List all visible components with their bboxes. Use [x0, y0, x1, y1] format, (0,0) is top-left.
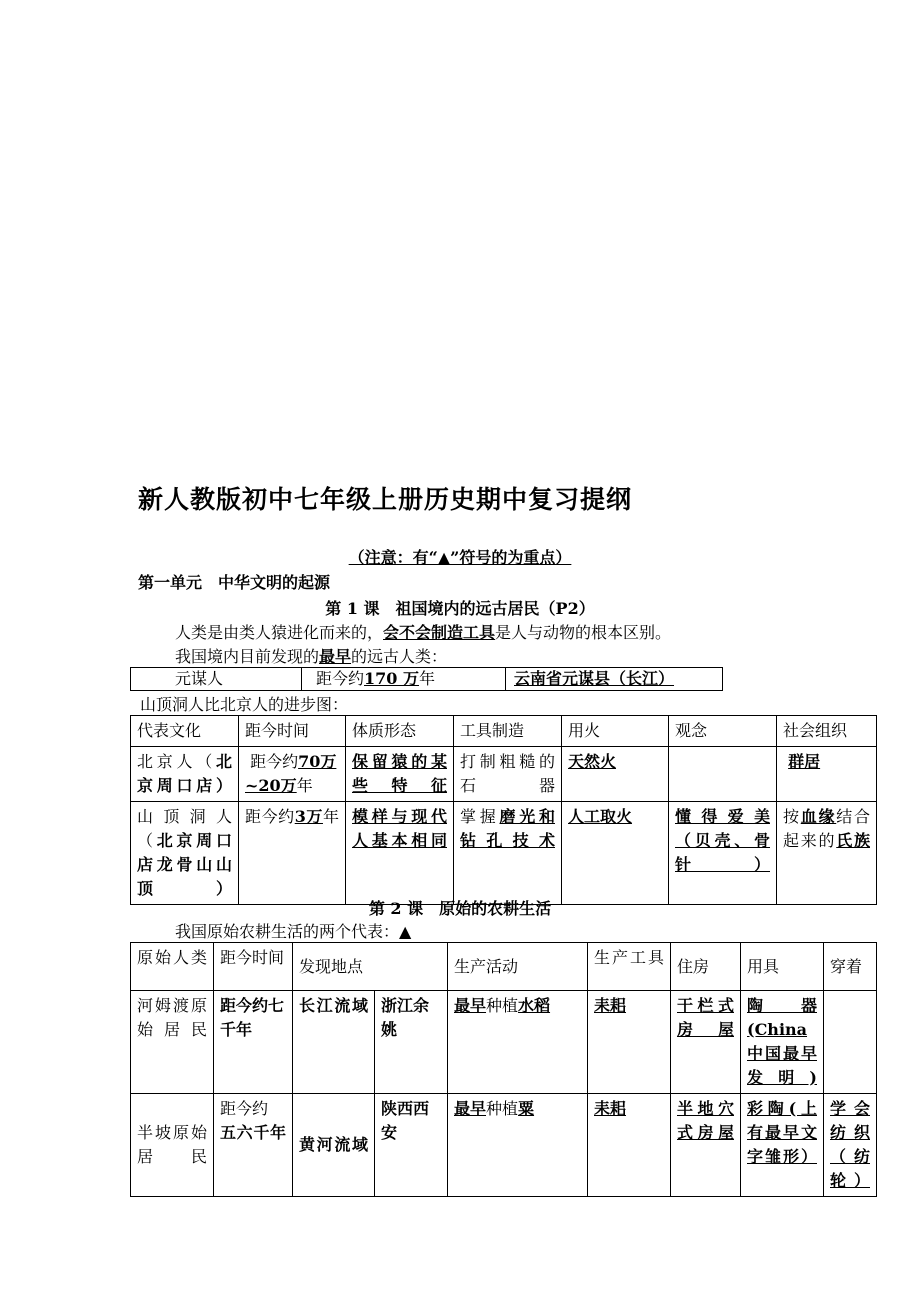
- yuanmou-place: 云南省元谋县（长江）: [506, 668, 723, 691]
- header-cell: 住房: [671, 943, 741, 991]
- banpo-activity: 最早种植粟: [448, 1094, 588, 1197]
- peking-society: 群居: [777, 747, 877, 802]
- banpo-tool: 耒耜: [588, 1094, 671, 1197]
- banpo-place: 陕西西安: [375, 1094, 448, 1197]
- banpo-name: 半坡原始居民: [131, 1094, 214, 1197]
- header-cell: 体质形态: [346, 716, 454, 747]
- comparison-header-row: [131, 716, 877, 747]
- unit-heading: 第一单元 中华文明的起源: [138, 573, 331, 592]
- hemudu-row: [131, 991, 877, 1094]
- header-cell: 用具: [741, 943, 824, 991]
- page-title: 新人教版初中七年级上册历史期中复习提纲: [138, 485, 633, 514]
- upper-idea: 懂得爱美（贝壳、骨针）: [669, 802, 777, 905]
- banpo-house: 半地穴式房屋: [671, 1094, 741, 1197]
- header-cell: 工具制造: [454, 716, 562, 747]
- lesson1-paragraph-2: 我国境内目前发现的最早的远古人类：: [175, 647, 448, 666]
- banpo-basin: 黄河流域: [293, 1094, 375, 1197]
- upper-name: 山顶洞人（北京周口店龙骨山山顶）: [131, 802, 239, 905]
- header-cell: 原始人类: [131, 943, 214, 991]
- hemudu-tool: 耒耜: [588, 991, 671, 1094]
- upper-society: 按血缘结合起来的氏族: [777, 802, 877, 905]
- header-cell: 观念: [669, 716, 777, 747]
- upper-body: 模样与现代人基本相同: [346, 802, 454, 905]
- yuanmou-name: 元谋人: [131, 668, 302, 691]
- lesson2-intro: 我国原始农耕生活的两个代表：▲: [175, 922, 412, 941]
- header-cell: 距今时间: [214, 943, 293, 991]
- peking-idea: [669, 747, 777, 802]
- hemudu-house: 干栏式房屋: [671, 991, 741, 1094]
- banpo-wear: 学会纺织（纺轮）: [824, 1094, 877, 1197]
- comparison-caption: 山顶洞人比北京人的进步图：: [140, 695, 349, 714]
- header-cell: 生产活动: [448, 943, 588, 991]
- banpo-row: [131, 1094, 877, 1197]
- header-cell: 距今时间: [239, 716, 346, 747]
- hemudu-time: 距今约七千年: [214, 991, 293, 1094]
- hemudu-name: 河姆渡原始居民: [131, 991, 214, 1094]
- peking-fire: 天然火: [562, 747, 669, 802]
- header-cell: 生产工具: [588, 943, 671, 991]
- hemudu-basin: 长江流域: [293, 991, 375, 1094]
- peking-body: 保留猿的某些特征: [346, 747, 454, 802]
- peking-tools: 打制粗糙的石器: [454, 747, 562, 802]
- hemudu-place: 浙江余姚: [375, 991, 448, 1094]
- note-line: （注意：有“▲”符号的为重点）: [348, 548, 572, 567]
- peking-name: 北京人（北京周口店）: [131, 747, 239, 802]
- banpo-time: 距今约 五六千年: [214, 1094, 293, 1197]
- lesson2-heading: 第 2 课 原始的农耕生活: [368, 899, 552, 918]
- hemudu-ware: 陶 器(China中国最早发明): [741, 991, 824, 1094]
- peking-time: 距今约70万~20万年: [239, 747, 346, 802]
- upper-tools: 掌握磨光和钻孔技术: [454, 802, 562, 905]
- lesson1-paragraph-1: 人类是由类人猿进化而来的，会不会制造工具是人与动物的根本区别。: [175, 623, 672, 642]
- header-cell: 发现地点: [293, 943, 448, 991]
- comparison-table: [130, 715, 877, 905]
- hemudu-activity: 最早种植水稻: [448, 991, 588, 1094]
- header-cell: 社会组织: [777, 716, 877, 747]
- yuanmou-time: 距今约170 万年: [302, 668, 506, 691]
- header-cell: 穿着: [824, 943, 877, 991]
- header-cell: 用火: [562, 716, 669, 747]
- peking-row: [131, 747, 877, 802]
- header-cell: 代表文化: [131, 716, 239, 747]
- farming-table: [130, 942, 877, 1197]
- upper-cave-row: [131, 802, 877, 905]
- yuanmou-table: [130, 667, 723, 691]
- banpo-ware: 彩陶(上有最早文字雏形）: [741, 1094, 824, 1197]
- farming-header-row: [131, 943, 877, 991]
- hemudu-wear: [824, 991, 877, 1094]
- lesson1-heading: 第 1 课 祖国境内的远古居民（P2）: [325, 599, 595, 618]
- upper-fire: 人工取火: [562, 802, 669, 905]
- upper-time: 距今约3万年: [239, 802, 346, 905]
